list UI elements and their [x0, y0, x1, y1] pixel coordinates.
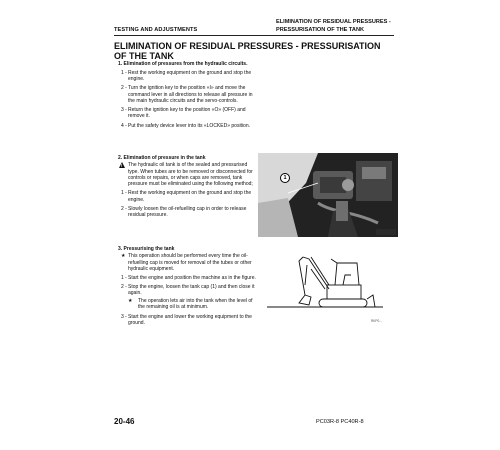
section-3-step-2 [118, 284, 258, 311]
section-3-step-1 [118, 275, 258, 281]
step-text: Return the ignition key to the position «O» (OFF) and remove it. [128, 107, 246, 120]
section-1-step-2 [118, 85, 258, 104]
warning-block [118, 162, 258, 187]
section-2-step-2 [118, 206, 258, 219]
section-1-step-1 [118, 70, 258, 83]
header-topic-line1: ELIMINATION OF RESIDUAL PRESSURES - [276, 19, 391, 25]
section-1-step-3 [118, 107, 258, 120]
step-number: 4 - [121, 122, 127, 129]
section-2-heading: 2. Elimination of pressure in the tank [118, 155, 206, 161]
page-number: 20-46 [114, 417, 135, 426]
section-3-heading: 3. Pressurising the tank [118, 246, 175, 252]
section-1-step-4 [118, 123, 258, 129]
svg-text:RKP0...: RKP0... [371, 319, 382, 323]
star-bullet-icon: ★ [128, 298, 133, 305]
step-text: Turn the ignition key to the position «I» and move the command lever in all directions to release all pressure in the main hydraulic circuits and the servo-controls. [128, 85, 253, 105]
section-3-note [118, 253, 258, 272]
header-topic [276, 18, 391, 34]
step-number: 1 - [121, 190, 127, 197]
callout-1: 1 [280, 173, 290, 183]
step-number: 1 - [121, 70, 127, 77]
tank-photo [258, 153, 398, 237]
section-2-step-1 [118, 190, 258, 203]
section-3-substep-note [128, 298, 258, 311]
step-text: Put the safety device lever into its «LOCKED» position. [128, 122, 251, 129]
step-text: Start the engine and position the machine as in the figure. [128, 274, 256, 281]
model-numbers: PC03R-8 PC40R-8 [316, 419, 364, 425]
section-3 [118, 246, 258, 326]
header-topic-line2: PRESSURISATION OF THE TANK [276, 27, 365, 33]
page-title: ELIMINATION OF RESIDUAL PRESSURES - PRESSURISATION OF THE TANK [114, 41, 381, 61]
step-text: Rest the working equipment on the ground and stop the engine. [128, 70, 252, 83]
step-number: 3 - [121, 313, 127, 320]
step-number: 2 - [121, 205, 127, 212]
step-number: 1 - [121, 274, 127, 281]
substep-text: The operation lets air into the tank when the level of the remaining oil is at minimum. [138, 298, 253, 311]
note-text: This operation should be performed every time the oil-refuelling cap is moved for removal of the tubes or other hydraulic equipment. [128, 253, 252, 272]
step-number: 3 - [121, 107, 127, 114]
section-2 [118, 155, 258, 218]
step-number: 2 - [121, 85, 127, 92]
header-section-title: TESTING AND ADJUSTMENTS [114, 27, 198, 33]
excavator-drawing [265, 245, 387, 327]
section-1 [118, 61, 258, 129]
step-text: Start the engine and lower the working equipment to the ground. [128, 313, 252, 326]
header-divider [114, 35, 394, 36]
machine-position-drawing [265, 245, 387, 327]
step-number: 2 - [121, 284, 127, 291]
tank-photo-illustration [258, 153, 398, 237]
star-bullet-icon: ★ [121, 253, 126, 260]
warning-triangle-icon: ! [119, 162, 125, 168]
warning-text: The hydraulic oil tank is of the sealed and pressurised type. When tubes are to be removed or disconnected for controls or repairs, or when caps are removed, tank pressure must be eliminated using the following method; [128, 162, 253, 188]
step-text: Stop the engine, loosen the tank cap (1) and then close it again. [128, 284, 255, 297]
section-3-step-3 [118, 314, 258, 327]
section-1-heading: 1. Elimination of pressures from the hydraulic circuits. [118, 61, 248, 67]
step-text: Rest the working equipment on the ground and stop the engine. [128, 190, 252, 203]
step-text: Slowly loosen the oil-refuelling cap in order to release residual pressure. [128, 205, 247, 218]
